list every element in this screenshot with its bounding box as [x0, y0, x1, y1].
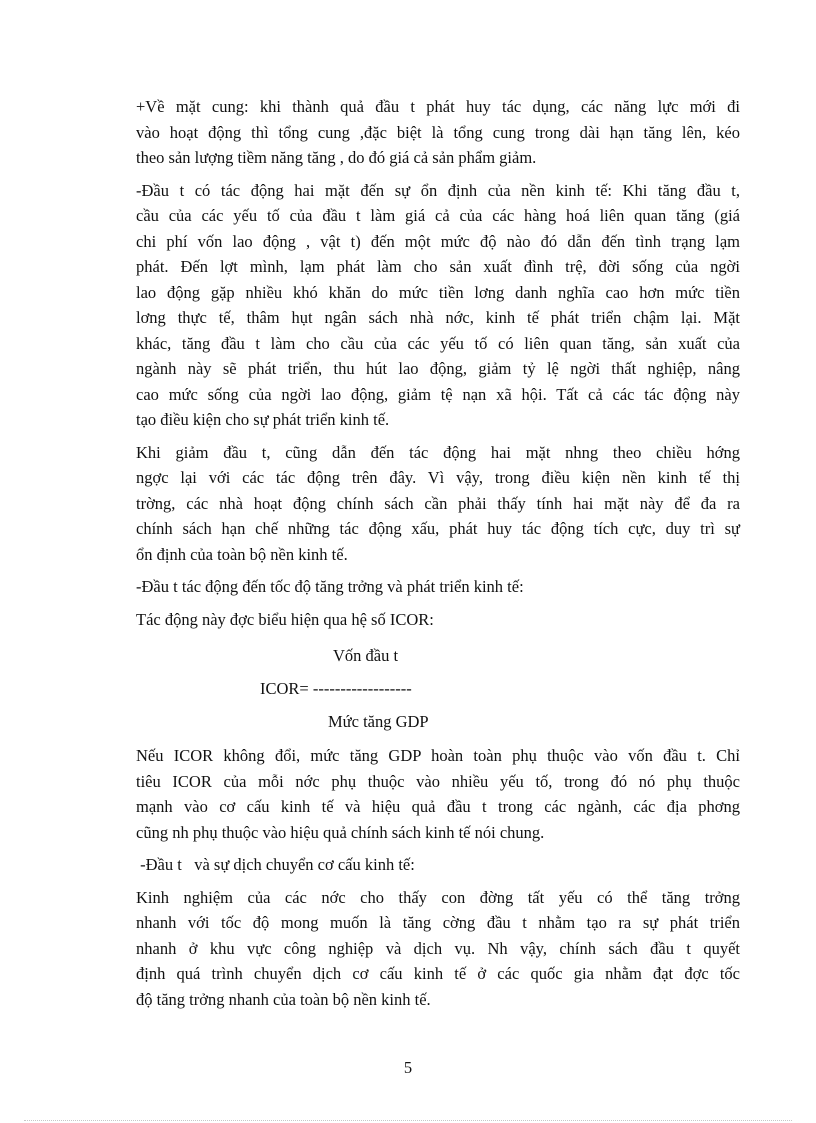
text-line: độ tăng trởng nhanh của toàn bộ nền kinh tế.: [136, 989, 431, 1009]
text-line: lơng thực tế, thâm hụt ngân sách nhà nớc, kinh tế phát triển chậm lại. Mặt: [136, 308, 740, 327]
paragraph-icor-explanation: [136, 743, 740, 845]
text-line: mạnh vào cơ cấu kinh tế và hiệu quả đầu t trong các ngành, các địa phơng: [136, 797, 740, 816]
text-line: Nếu ICOR không đổi, mức tăng GDP hoàn toàn phụ thuộc vào vốn đầu t. Chỉ: [136, 746, 740, 765]
formula-denominator: Mức tăng GDP: [328, 712, 429, 731]
text-line: chi phí vốn lao động , vật t) đến một mức độ nào đó dẫn đến tình trạng lạm: [136, 231, 740, 251]
formula-numerator: Vốn đầu t: [333, 646, 399, 665]
paragraph-supply-side: [136, 94, 740, 171]
paragraph-stability-impact: [136, 178, 740, 433]
text-line: định quá trình chuyển dịch cơ cấu kinh tế ở các quốc gia nhằm đạt đợc tốc: [136, 964, 740, 983]
text-line: khác, tăng đầu t làm cho cầu của các yếu tố có liên quan tăng, sản xuất của: [136, 333, 740, 353]
text-line: phát. Đến lợt mình, lạm phát làm cho sản xuất đình trệ, đời sống của ngời: [136, 257, 740, 276]
text-line: Tác động này đợc biểu hiện qua hệ số ICOR:: [136, 609, 434, 629]
text-line: cũng nh phụ thuộc vào hiệu quả chính sách kinh tế nói chung.: [136, 822, 545, 842]
text-line: lao động gặp nhiều khó khăn do mức tiền lơng danh nghĩa cao hơn mức tiền: [136, 282, 740, 302]
paragraph-reduced-investment: [136, 440, 740, 568]
text-line: ngành này sẽ phát triển, thu hút lao động, giảm tỷ lệ ngời thất nghiệp, nâng: [136, 359, 740, 378]
text-line: nhanh với tốc độ mong muốn là tăng cờng đầu t nhằm tạo ra sự phát triển: [136, 913, 740, 932]
text-line: chính sách hạn chế những tác động xấu, phát huy tác động tích cực, duy trì sự: [136, 519, 740, 538]
text-line: tiêu ICOR của mỗi nớc phụ thuộc vào nhiều yếu tố, trong đó nó phụ thuộc: [136, 771, 740, 791]
text-line: +Về mặt cung: khi thành quả đầu t phát huy tác dụng, các năng lực mới đi: [136, 97, 740, 116]
paragraph-icor-intro: [136, 607, 740, 633]
text-line: Kinh nghiệm của các nớc cho thấy con đờng tất yếu có thể tăng trởng: [136, 887, 740, 907]
formula-icor-fraction-line: ICOR= ------------------: [260, 679, 412, 698]
text-line: tạo điều kiện cho sự phát triển kinh tế.: [136, 410, 390, 429]
paragraph-structure-heading: [136, 852, 740, 878]
body-text-top: [136, 94, 740, 639]
page-number: 5: [403, 1058, 413, 1077]
text-line: nhanh ở khu vực công nghiệp và dịch vụ. Nh vậy, chính sách đầu t quyết: [136, 938, 740, 958]
text-line: Khi giảm đầu t, cũng dẫn đến tác động hai mặt nhng theo chiều hớng: [136, 442, 740, 462]
page-bottom-divider: [24, 1120, 792, 1121]
text-line: cao mức sống của ngời lao động, giảm tệ nạn xã hội. Tất cả các tác động này: [136, 384, 740, 404]
paragraph-growth-heading: [136, 574, 740, 600]
text-line: -Đầu t có tác động hai mặt đến sự ổn định của nền kinh tế: Khi tăng đầu t,: [136, 180, 740, 200]
text-line: ngợc lại với các tác động trên đây. Vì vậy, trong điều kiện nền kinh tế thị: [136, 468, 740, 487]
text-line: -Đầu t tác động đến tốc độ tăng trởng và phát triển kinh tế:: [136, 577, 524, 596]
text-line: vào hoạt động thì tổng cung ,đặc biệt là tổng cung trong dài hạn tăng lên, kéo: [136, 122, 740, 142]
body-text-bottom: [136, 743, 740, 1019]
text-line: ổn định của toàn bộ nền kinh tế.: [136, 544, 348, 564]
text-line: trờng, các nhà hoạt động chính sách cần phải thấy tính hai mặt này để đa ra: [136, 493, 740, 513]
text-line: theo sản lượng tiềm năng tăng , do đó giá cả sản phẩm giảm.: [136, 148, 537, 167]
text-line: cầu của các yếu tố của đầu t làm giá cả của các hàng hoá liên quan tăng (giá: [136, 206, 740, 225]
paragraph-experience: [136, 885, 740, 1013]
text-line: -Đầu t và sự dịch chuyển cơ cấu kinh tế:: [136, 855, 415, 874]
